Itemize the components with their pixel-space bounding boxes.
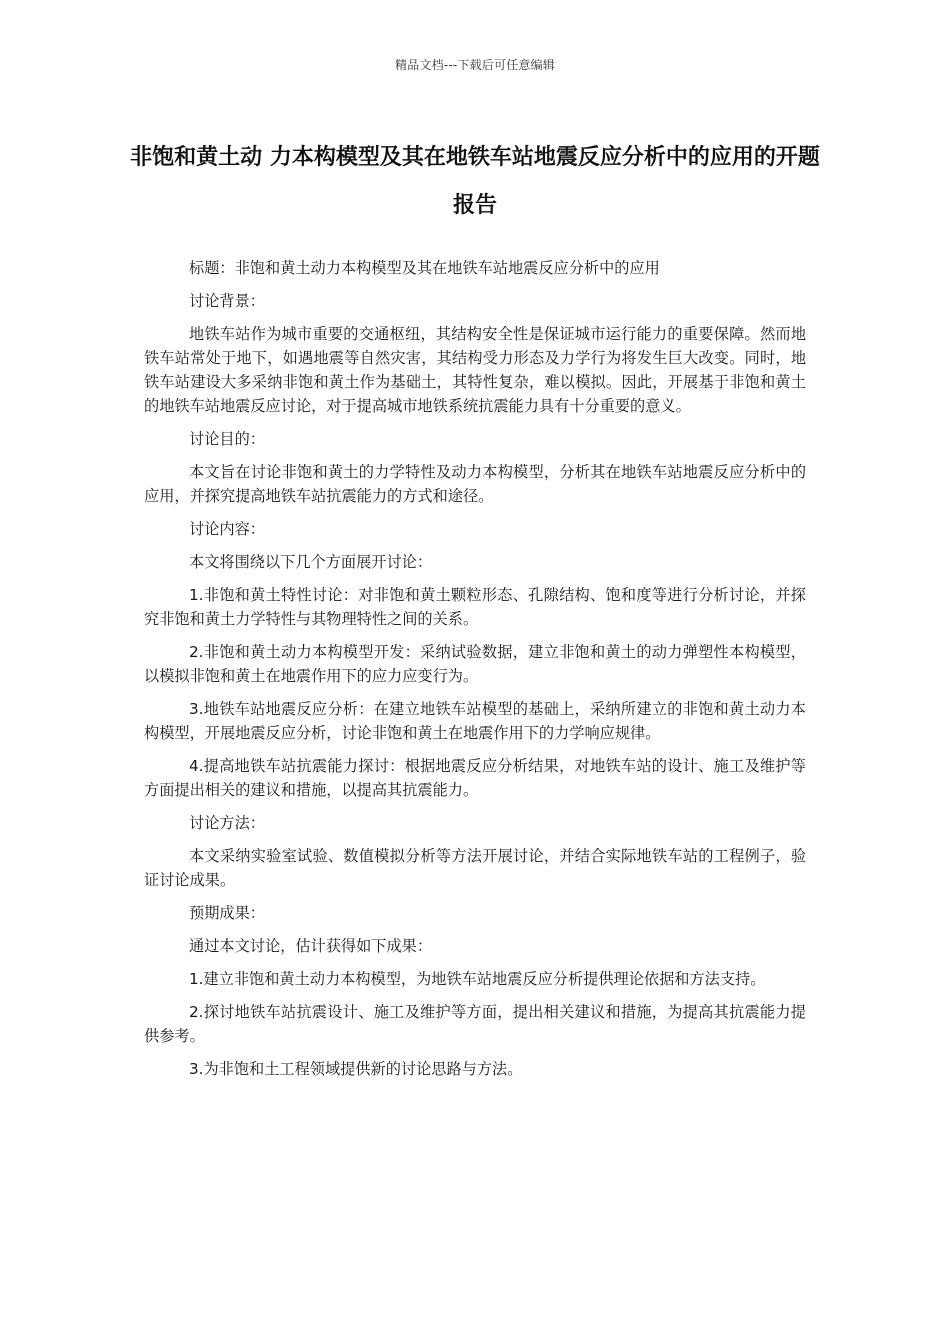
header-note: 精品文档---下载后可任意编辑: [395, 58, 555, 72]
section-heading-content: 讨论内容：: [189, 520, 265, 538]
list-item-content-2: 2.非饱和黄土动力本构模型开发：采纳试验数据，建立非饱和黄土的动力弹塑性本构模型，以模拟非饱和黄土在地震作用下的应力应变行为。: [144, 643, 806, 685]
paragraph-results-intro: 通过本文讨论，估计获得如下成果：: [189, 937, 432, 955]
list-item-result-2: 2.探讨地铁车站抗震设计、施工及维护等方面，提出相关建议和措施，为提高其抗震能力提供参考。: [144, 1003, 806, 1045]
list-item-result-3: 3.为非饱和土工程领域提供新的讨论思路与方法。: [189, 1060, 523, 1078]
document-body: [144, 256, 806, 1090]
section-heading-results: 预期成果：: [189, 904, 265, 922]
paragraph-title-line: 标题：非饱和黄土动力本构模型及其在地铁车站地震反应分析中的应用: [189, 259, 660, 277]
paragraph-content-intro: 本文将围绕以下几个方面展开讨论：: [189, 553, 432, 571]
paragraph-method: 本文采纳实验室试验、数值模拟分析等方法开展讨论，并结合实际地铁车站的工程例子，验证讨论成果。: [144, 847, 806, 889]
list-item-result-1: 1.建立非饱和黄土动力本构模型，为地铁车站地震反应分析提供理论依据和方法支持。: [189, 970, 766, 988]
section-heading-method: 讨论方法：: [189, 814, 265, 832]
list-item-content-3: 3.地铁车站地震反应分析：在建立地铁车站模型的基础上，采纳所建立的非饱和黄土动力本构模型，开展地震反应分析，讨论非饱和黄土在地震作用下的力学响应规律。: [144, 700, 806, 742]
paragraph-purpose: 本文旨在讨论非饱和黄土的力学特性及动力本构模型，分析其在地铁车站地震反应分析中的应用，并探究提高地铁车站抗震能力的方式和途径。: [144, 463, 806, 505]
list-item-content-1: 1.非饱和黄土特性讨论：对非饱和黄土颗粒形态、孔隙结构、饱和度等进行分析讨论，并探究非饱和黄土力学特性与其物理特性之间的关系。: [144, 586, 806, 628]
section-heading-purpose: 讨论目的：: [189, 430, 265, 448]
paragraph-background: 地铁车站作为城市重要的交通枢纽，其结构安全性是保证城市运行能力的重要保障。然而地铁车站常处于地下，如遇地震等自然灾害，其结构受力形态及力学行为将发生巨大改变。同时，地铁车站建设大多采纳非饱和黄土作为基础土，其特性复杂，难以模拟。因此，开展基于非饱和黄土的地铁车站地震反应讨论，对于提高城市地铁系统抗震能力具有十分重要的意义。: [144, 325, 806, 415]
list-item-content-4: 4.提高地铁车站抗震能力探讨：根据地震反应分析结果，对地铁车站的设计、施工及维护等方面提出相关的建议和措施，以提高其抗震能力。: [144, 757, 806, 799]
section-heading-background: 讨论背景：: [189, 292, 265, 310]
document-title: 非饱和黄土动 力本构模型及其在地铁车站地震反应分析中的应用的开题报告: [130, 145, 820, 218]
